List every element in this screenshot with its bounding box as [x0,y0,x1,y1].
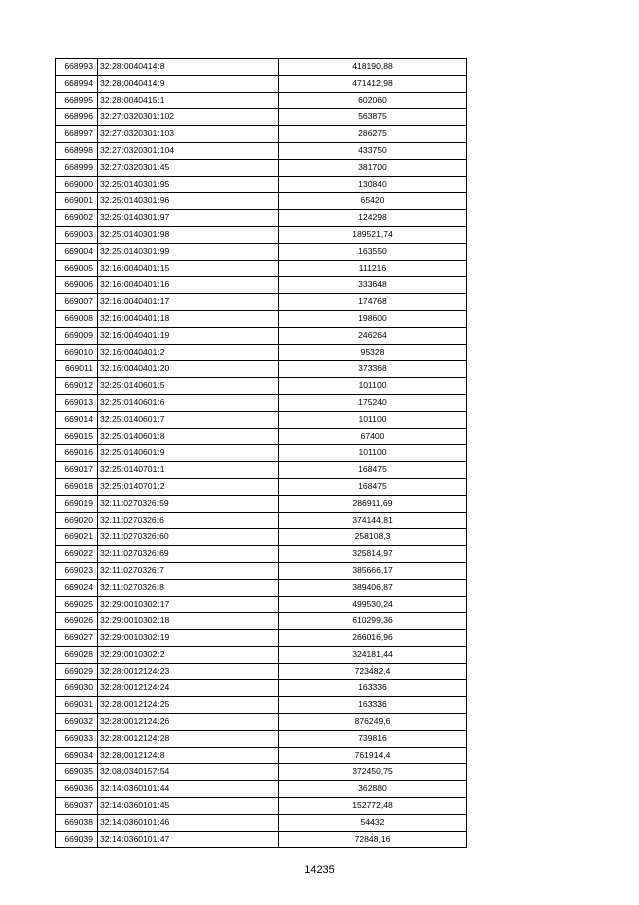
row-number-cell: 669028 [56,646,98,663]
cadastral-number-cell: 32:11:0270326:59 [98,495,279,512]
row-number-cell: 669026 [56,613,98,630]
table-row [56,546,467,563]
table-row [56,243,467,260]
value-cell: 163550 [279,243,467,260]
table-row [56,310,467,327]
table-row [56,75,467,92]
cadastral-number-cell: 32:08:0340157:54 [98,764,279,781]
value-cell: 198600 [279,310,467,327]
cadastral-number-cell: 32:29:0010302:2 [98,646,279,663]
table-row [56,193,467,210]
value-cell: 124298 [279,210,467,227]
table-row [56,210,467,227]
value-cell: 418190,88 [279,59,467,76]
value-cell: 499530,24 [279,596,467,613]
cadastral-number-cell: 32:28:0012124:23 [98,663,279,680]
cadastral-number-cell: 32:16:0040401:20 [98,361,279,378]
row-number-cell: 669036 [56,781,98,798]
value-cell: 67400 [279,428,467,445]
table-row [56,378,467,395]
row-number-cell: 669025 [56,596,98,613]
row-number-cell: 669018 [56,478,98,495]
table-row [56,781,467,798]
row-number-cell: 669029 [56,663,98,680]
value-cell: 362880 [279,781,467,798]
table-row [56,798,467,815]
cadastral-number-cell: 32:28:0012124:24 [98,680,279,697]
row-number-cell: 668999 [56,159,98,176]
cadastral-number-cell: 32:25:0140301:97 [98,210,279,227]
cadastral-number-cell: 32:28:0012124:8 [98,747,279,764]
row-number-cell: 669002 [56,210,98,227]
cadastral-number-cell: 32:16:0040401:2 [98,344,279,361]
table-row [56,562,467,579]
table-row [56,260,467,277]
row-number-cell: 669004 [56,243,98,260]
cadastral-number-cell: 32:28:0040415:1 [98,92,279,109]
value-cell: 111216 [279,260,467,277]
cadastral-number-cell: 32:29:0010302:19 [98,630,279,647]
row-number-cell: 669012 [56,378,98,395]
value-cell: 324181,44 [279,646,467,663]
row-number-cell: 669016 [56,445,98,462]
cadastral-number-cell: 32:14:0360101:47 [98,831,279,848]
cadastral-number-cell: 32:11:0270326:6 [98,512,279,529]
value-cell: 602060 [279,92,467,109]
row-number-cell: 669019 [56,495,98,512]
row-number-cell: 669015 [56,428,98,445]
table-row [56,579,467,596]
cadastral-number-cell: 32:25:0140601:9 [98,445,279,462]
value-cell: 739816 [279,730,467,747]
table-row [56,714,467,731]
cadastral-number-cell: 32:25:0140301:95 [98,176,279,193]
cadastral-number-cell: 32:25:0140601:8 [98,428,279,445]
value-cell: 174768 [279,294,467,311]
table-row [56,126,467,143]
cadastral-number-cell: 32:11:0270326:8 [98,579,279,596]
cadastral-number-cell: 32:25:0140601:7 [98,411,279,428]
row-number-cell: 669038 [56,814,98,831]
table-row [56,747,467,764]
cadastral-number-cell: 32:28:0012124:25 [98,697,279,714]
value-cell: 374144,81 [279,512,467,529]
cadastral-number-cell: 32:25:0140301:98 [98,226,279,243]
table-row [56,630,467,647]
cadastral-number-cell: 32:25:0140701:1 [98,462,279,479]
value-cell: 286275 [279,126,467,143]
table-row [56,512,467,529]
row-number-cell: 669039 [56,831,98,848]
value-cell: 101100 [279,445,467,462]
value-cell: 286911,69 [279,495,467,512]
table-row [56,294,467,311]
row-number-cell: 668994 [56,75,98,92]
table-row [56,697,467,714]
value-cell: 471412,98 [279,75,467,92]
row-number-cell: 669035 [56,764,98,781]
table-row [56,680,467,697]
cadastral-number-cell: 32:28:0040414:8 [98,59,279,76]
value-cell: 130840 [279,176,467,193]
row-number-cell: 668995 [56,92,98,109]
row-number-cell: 668998 [56,142,98,159]
row-number-cell: 669005 [56,260,98,277]
table-row [56,730,467,747]
row-number-cell: 668996 [56,109,98,126]
value-cell: 385666,17 [279,562,467,579]
table-row [56,529,467,546]
row-number-cell: 669020 [56,512,98,529]
row-number-cell: 669008 [56,310,98,327]
table-row [56,428,467,445]
value-cell: 95328 [279,344,467,361]
row-number-cell: 669023 [56,562,98,579]
value-cell: 333648 [279,277,467,294]
value-cell: 373368 [279,361,467,378]
cadastral-number-cell: 32:28:0012124:28 [98,730,279,747]
row-number-cell: 668997 [56,126,98,143]
value-cell: 168475 [279,462,467,479]
table-row [56,596,467,613]
cadastral-number-cell: 32:25:0140601:6 [98,394,279,411]
cadastral-number-cell: 32:14:0360101:46 [98,814,279,831]
row-number-cell: 669013 [56,394,98,411]
row-number-cell: 669003 [56,226,98,243]
table-row [56,394,467,411]
value-cell: 163336 [279,697,467,714]
table-row [56,142,467,159]
registry-table-body [56,59,467,848]
cadastral-number-cell: 32:27:0320301:104 [98,142,279,159]
row-number-cell: 669014 [56,411,98,428]
table-row [56,478,467,495]
cadastral-number-cell: 32:16:0040401:19 [98,327,279,344]
value-cell: 563875 [279,109,467,126]
row-number-cell: 669009 [56,327,98,344]
value-cell: 189521,74 [279,226,467,243]
value-cell: 876249,6 [279,714,467,731]
table-row [56,814,467,831]
value-cell: 266016,96 [279,630,467,647]
row-number-cell: 669032 [56,714,98,731]
value-cell: 761914,4 [279,747,467,764]
cadastral-number-cell: 32:28:0040414:9 [98,75,279,92]
row-number-cell: 669027 [56,630,98,647]
row-number-cell: 669024 [56,579,98,596]
cadastral-number-cell: 32:11:0270326:7 [98,562,279,579]
value-cell: 258108,3 [279,529,467,546]
cadastral-number-cell: 32:16:0040401:18 [98,310,279,327]
value-cell: 163336 [279,680,467,697]
table-row [56,495,467,512]
row-number-cell: 669006 [56,277,98,294]
table-row [56,462,467,479]
value-cell: 610299,36 [279,613,467,630]
cadastral-number-cell: 32:16:0040401:16 [98,277,279,294]
row-number-cell: 669022 [56,546,98,563]
table-row [56,277,467,294]
value-cell: 72848,16 [279,831,467,848]
row-number-cell: 669021 [56,529,98,546]
cadastral-number-cell: 32:27:0320301:45 [98,159,279,176]
table-row [56,361,467,378]
row-number-cell: 669037 [56,798,98,815]
cadastral-number-cell: 32:16:0040401:15 [98,260,279,277]
cadastral-number-cell: 32:25:0140601:5 [98,378,279,395]
registry-table [55,58,467,848]
value-cell: 65420 [279,193,467,210]
table-row [56,109,467,126]
value-cell: 175240 [279,394,467,411]
table-row [56,344,467,361]
cadastral-number-cell: 32:28:0012124:26 [98,714,279,731]
table-row [56,59,467,76]
value-cell: 381700 [279,159,467,176]
table-row [56,327,467,344]
cadastral-number-cell: 32:27:0320301:102 [98,109,279,126]
table-row [56,445,467,462]
value-cell: 723482,4 [279,663,467,680]
row-number-cell: 669007 [56,294,98,311]
value-cell: 168475 [279,478,467,495]
row-number-cell: 669010 [56,344,98,361]
value-cell: 433750 [279,142,467,159]
cadastral-number-cell: 32:29:0010302:17 [98,596,279,613]
value-cell: 152772,48 [279,798,467,815]
table-row [56,159,467,176]
table-row [56,646,467,663]
row-number-cell: 669001 [56,193,98,210]
cadastral-number-cell: 32:25:0140301:96 [98,193,279,210]
value-cell: 389406,87 [279,579,467,596]
row-number-cell: 669011 [56,361,98,378]
table-row [56,411,467,428]
table-row [56,176,467,193]
cadastral-number-cell: 32:27:0320301:103 [98,126,279,143]
value-cell: 372450,75 [279,764,467,781]
row-number-cell: 669017 [56,462,98,479]
table-row [56,663,467,680]
page-number: 14235 [304,864,335,876]
table-row [56,226,467,243]
cadastral-number-cell: 32:11:0270326:69 [98,546,279,563]
value-cell: 101100 [279,411,467,428]
row-number-cell: 669033 [56,730,98,747]
cadastral-number-cell: 32:29:0010302:18 [98,613,279,630]
cadastral-number-cell: 32:16:0040401:17 [98,294,279,311]
table-row [56,764,467,781]
cadastral-number-cell: 32:14:0360101:45 [98,798,279,815]
value-cell: 246264 [279,327,467,344]
table-row [56,613,467,630]
cadastral-number-cell: 32:25:0140701:2 [98,478,279,495]
table-row [56,92,467,109]
cadastral-number-cell: 32:14:0360101:44 [98,781,279,798]
table-row [56,831,467,848]
value-cell: 325814,97 [279,546,467,563]
value-cell: 101100 [279,378,467,395]
row-number-cell: 669031 [56,697,98,714]
cadastral-number-cell: 32:25:0140301:99 [98,243,279,260]
row-number-cell: 669000 [56,176,98,193]
row-number-cell: 669034 [56,747,98,764]
cadastral-number-cell: 32:11:0270326:60 [98,529,279,546]
value-cell: 54432 [279,814,467,831]
row-number-cell: 669030 [56,680,98,697]
row-number-cell: 668993 [56,59,98,76]
